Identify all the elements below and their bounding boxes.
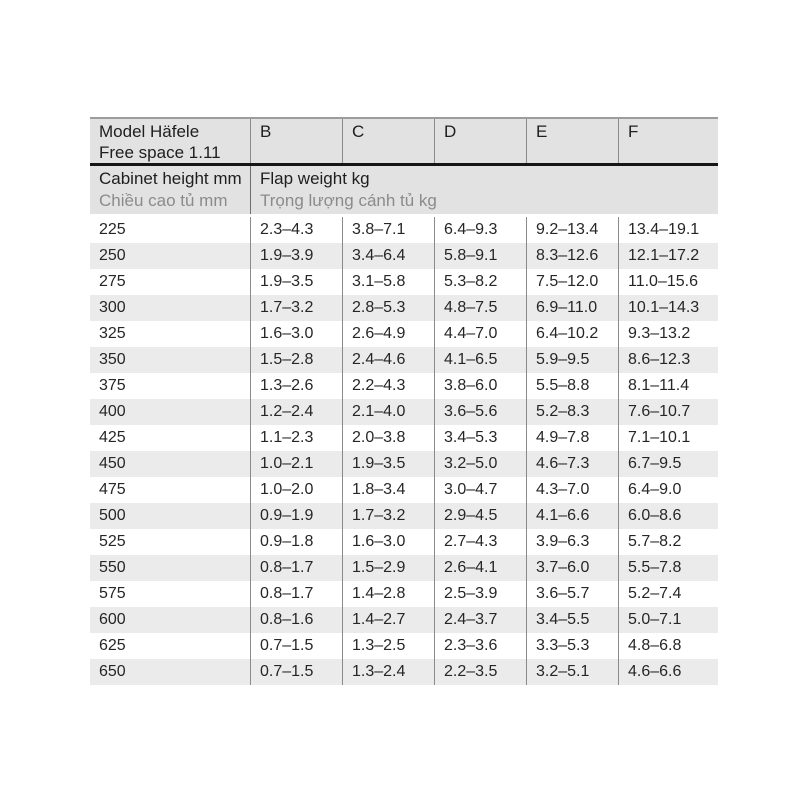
cabinet-height-cell: 275 <box>99 273 126 290</box>
column-header-d: D <box>434 119 526 163</box>
flap-weight-cell-d: 2.7–4.3 <box>434 529 526 555</box>
flap-weight-cell-e: 3.7–6.0 <box>526 555 618 581</box>
flap-weight-cell-b: 2.3–4.3 <box>250 217 342 243</box>
flap-weight-cell-d: 4.4–7.0 <box>434 321 526 347</box>
flap-weight-cell-b: 0.8–1.6 <box>250 607 342 633</box>
flap-weight-cell-d: 3.6–5.6 <box>434 399 526 425</box>
flap-weight-cell-e: 4.3–7.0 <box>526 477 618 503</box>
flap-weight-label-vi: Trọng lượng cánh tủ kg <box>260 191 437 210</box>
flap-weight-cell-d: 2.6–4.1 <box>434 555 526 581</box>
model-title: Model Häfele <box>99 122 200 141</box>
flap-weight-cell-c: 2.6–4.9 <box>342 321 434 347</box>
cabinet-height-cell: 575 <box>99 585 126 602</box>
flap-weight-cell-d: 2.3–3.6 <box>434 633 526 659</box>
flap-weight-cell-d: 6.4–9.3 <box>434 217 526 243</box>
flap-weight-cell-e: 9.2–13.4 <box>526 217 618 243</box>
flap-weight-cell-f: 5.2–7.4 <box>618 581 718 607</box>
table-row <box>90 581 718 607</box>
flap-weight-cell-b: 1.7–3.2 <box>250 295 342 321</box>
flap-weight-cell-f: 11.0–15.6 <box>618 269 718 295</box>
table-row <box>90 477 718 503</box>
flap-weight-cell-f: 12.1–17.2 <box>618 243 718 269</box>
flap-weight-cell-b: 0.8–1.7 <box>250 555 342 581</box>
column-header-c: C <box>342 119 434 163</box>
table-row <box>90 607 718 633</box>
flap-weight-header-cell <box>250 166 718 214</box>
flap-weight-cell-b: 1.5–2.8 <box>250 347 342 373</box>
flap-weight-cell-c: 1.9–3.5 <box>342 451 434 477</box>
flap-weight-cell-b: 1.3–2.6 <box>250 373 342 399</box>
cabinet-height-cell: 325 <box>99 325 126 342</box>
flap-weight-cell-b: 0.7–1.5 <box>250 659 342 685</box>
flap-weight-cell-e: 3.9–6.3 <box>526 529 618 555</box>
table-row <box>90 347 718 373</box>
flap-weight-cell-f: 4.6–6.6 <box>618 659 718 685</box>
table-row <box>90 243 718 269</box>
cabinet-height-cell: 300 <box>99 299 126 316</box>
table-row <box>90 295 718 321</box>
flap-weight-cell-d: 2.2–3.5 <box>434 659 526 685</box>
flap-weight-cell-e: 3.2–5.1 <box>526 659 618 685</box>
flap-weight-cell-f: 13.4–19.1 <box>618 217 718 243</box>
flap-weight-cell-d: 2.5–3.9 <box>434 581 526 607</box>
flap-weight-cell-e: 6.4–10.2 <box>526 321 618 347</box>
flap-weight-cell-b: 0.9–1.9 <box>250 503 342 529</box>
flap-weight-cell-e: 6.9–11.0 <box>526 295 618 321</box>
flap-weight-cell-f: 7.6–10.7 <box>618 399 718 425</box>
flap-weight-cell-c: 1.6–3.0 <box>342 529 434 555</box>
flap-weight-cell-b: 1.9–3.9 <box>250 243 342 269</box>
flap-weight-cell-b: 0.7–1.5 <box>250 633 342 659</box>
flap-weight-cell-d: 3.2–5.0 <box>434 451 526 477</box>
cabinet-height-cell: 625 <box>99 637 126 654</box>
flap-weight-spec-table <box>90 117 718 685</box>
flap-weight-cell-d: 3.8–6.0 <box>434 373 526 399</box>
cabinet-height-cell: 250 <box>99 247 126 264</box>
flap-weight-cell-d: 3.0–4.7 <box>434 477 526 503</box>
flap-weight-cell-d: 4.8–7.5 <box>434 295 526 321</box>
flap-weight-cell-c: 1.7–3.2 <box>342 503 434 529</box>
flap-weight-cell-e: 8.3–12.6 <box>526 243 618 269</box>
flap-weight-cell-c: 3.1–5.8 <box>342 269 434 295</box>
table-body <box>90 217 718 685</box>
flap-weight-cell-c: 1.4–2.8 <box>342 581 434 607</box>
cabinet-height-cell: 650 <box>99 663 126 680</box>
flap-weight-label-en: Flap weight kg <box>260 169 370 188</box>
flap-weight-cell-c: 2.2–4.3 <box>342 373 434 399</box>
flap-weight-cell-d: 5.3–8.2 <box>434 269 526 295</box>
flap-weight-cell-e: 4.1–6.6 <box>526 503 618 529</box>
table-row <box>90 503 718 529</box>
flap-weight-cell-d: 5.8–9.1 <box>434 243 526 269</box>
table-row <box>90 217 718 243</box>
table-row <box>90 633 718 659</box>
table-row <box>90 269 718 295</box>
flap-weight-cell-f: 5.7–8.2 <box>618 529 718 555</box>
header-row-model <box>90 119 718 163</box>
cabinet-height-label-en: Cabinet height mm <box>99 169 242 188</box>
cabinet-height-cell: 550 <box>99 559 126 576</box>
flap-weight-cell-e: 4.6–7.3 <box>526 451 618 477</box>
flap-weight-cell-c: 1.3–2.5 <box>342 633 434 659</box>
flap-weight-cell-c: 2.1–4.0 <box>342 399 434 425</box>
table-row <box>90 373 718 399</box>
flap-weight-cell-f: 6.0–8.6 <box>618 503 718 529</box>
cabinet-height-cell: 500 <box>99 507 126 524</box>
flap-weight-cell-c: 3.4–6.4 <box>342 243 434 269</box>
flap-weight-cell-f: 6.7–9.5 <box>618 451 718 477</box>
flap-weight-cell-b: 0.8–1.7 <box>250 581 342 607</box>
column-header-f: F <box>618 119 718 163</box>
flap-weight-cell-e: 7.5–12.0 <box>526 269 618 295</box>
flap-weight-cell-b: 0.9–1.8 <box>250 529 342 555</box>
table-row <box>90 529 718 555</box>
flap-weight-cell-c: 1.5–2.9 <box>342 555 434 581</box>
model-subtitle: Free space 1.11 <box>99 143 221 162</box>
flap-weight-cell-e: 3.3–5.3 <box>526 633 618 659</box>
flap-weight-cell-c: 1.8–3.4 <box>342 477 434 503</box>
flap-weight-cell-b: 1.9–3.5 <box>250 269 342 295</box>
flap-weight-cell-f: 9.3–13.2 <box>618 321 718 347</box>
flap-weight-cell-c: 2.8–5.3 <box>342 295 434 321</box>
flap-weight-cell-f: 10.1–14.3 <box>618 295 718 321</box>
flap-weight-cell-e: 3.4–5.5 <box>526 607 618 633</box>
flap-weight-cell-e: 5.2–8.3 <box>526 399 618 425</box>
cabinet-height-label-vi: Chiều cao tủ mm <box>99 191 228 210</box>
column-header-e: E <box>526 119 618 163</box>
flap-weight-cell-e: 3.6–5.7 <box>526 581 618 607</box>
flap-weight-cell-f: 6.4–9.0 <box>618 477 718 503</box>
flap-weight-cell-c: 2.0–3.8 <box>342 425 434 451</box>
cabinet-height-cell: 225 <box>99 221 126 238</box>
flap-weight-cell-f: 8.1–11.4 <box>618 373 718 399</box>
flap-weight-cell-b: 1.6–3.0 <box>250 321 342 347</box>
table-row <box>90 659 718 685</box>
cabinet-height-cell: 400 <box>99 403 126 420</box>
flap-weight-cell-c: 1.4–2.7 <box>342 607 434 633</box>
cabinet-height-cell: 525 <box>99 533 126 550</box>
flap-weight-cell-f: 5.0–7.1 <box>618 607 718 633</box>
flap-weight-cell-e: 4.9–7.8 <box>526 425 618 451</box>
flap-weight-cell-f: 5.5–7.8 <box>618 555 718 581</box>
cabinet-height-cell: 375 <box>99 377 126 394</box>
cabinet-height-cell: 425 <box>99 429 126 446</box>
flap-weight-cell-b: 1.0–2.0 <box>250 477 342 503</box>
flap-weight-cell-f: 7.1–10.1 <box>618 425 718 451</box>
flap-weight-cell-c: 1.3–2.4 <box>342 659 434 685</box>
cabinet-height-cell: 350 <box>99 351 126 368</box>
flap-weight-cell-c: 2.4–4.6 <box>342 347 434 373</box>
cabinet-height-cell: 450 <box>99 455 126 472</box>
table-row <box>90 425 718 451</box>
table-row <box>90 555 718 581</box>
flap-weight-cell-d: 2.4–3.7 <box>434 607 526 633</box>
cabinet-height-cell: 600 <box>99 611 126 628</box>
flap-weight-cell-f: 8.6–12.3 <box>618 347 718 373</box>
model-header-cell <box>90 119 250 163</box>
cabinet-height-header-cell <box>90 166 250 214</box>
table-row <box>90 321 718 347</box>
header-row-units <box>90 166 718 214</box>
flap-weight-cell-c: 3.8–7.1 <box>342 217 434 243</box>
table-row <box>90 451 718 477</box>
flap-weight-cell-f: 4.8–6.8 <box>618 633 718 659</box>
table-row <box>90 399 718 425</box>
flap-weight-cell-d: 3.4–5.3 <box>434 425 526 451</box>
flap-weight-cell-b: 1.1–2.3 <box>250 425 342 451</box>
flap-weight-cell-e: 5.9–9.5 <box>526 347 618 373</box>
flap-weight-cell-d: 2.9–4.5 <box>434 503 526 529</box>
flap-weight-cell-e: 5.5–8.8 <box>526 373 618 399</box>
column-header-b: B <box>250 119 342 163</box>
flap-weight-cell-b: 1.2–2.4 <box>250 399 342 425</box>
flap-weight-cell-b: 1.0–2.1 <box>250 451 342 477</box>
cabinet-height-cell: 475 <box>99 481 126 498</box>
flap-weight-cell-d: 4.1–6.5 <box>434 347 526 373</box>
